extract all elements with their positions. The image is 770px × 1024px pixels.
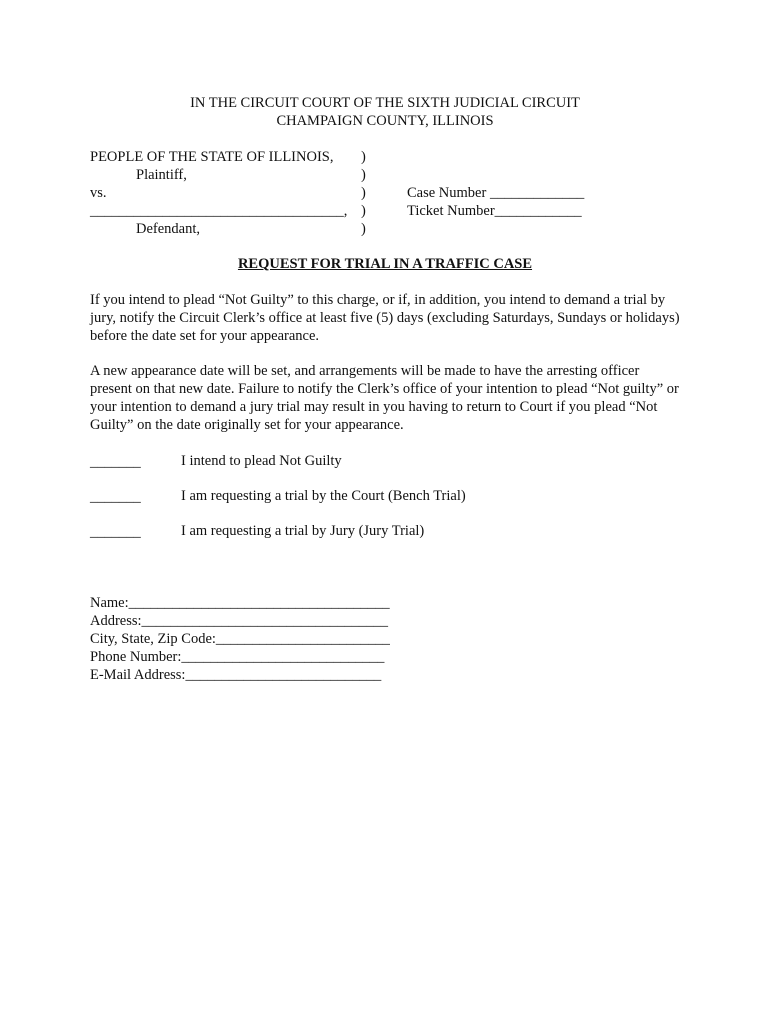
plaintiff-label: Plaintiff, bbox=[136, 167, 187, 183]
bench-trial-check-blank[interactable]: _______ bbox=[90, 489, 141, 505]
caption-paren: ) bbox=[361, 221, 366, 237]
jury-trial-option-label: I am requesting a trial by Jury (Jury Trial) bbox=[181, 523, 425, 539]
caption-paren: ) bbox=[361, 185, 366, 201]
caption-paren: ) bbox=[361, 167, 366, 183]
court-heading: IN THE CIRCUIT COURT OF THE SIXTH JUDICIAL CIRCUIT bbox=[190, 95, 580, 111]
instructions-paragraph: If you intend to plead “Not Guilty” to this charge, or if, in addition, you intend to demand a trial by jury, notify the Circuit Clerk’s office at least five (5) days (excluding Saturdays, Sundays or holidays) before the date set for your appearance. bbox=[90, 292, 680, 344]
email-address-field[interactable]: E-Mail Address:___________________________ bbox=[90, 667, 382, 683]
defendant-label: Defendant, bbox=[136, 221, 201, 237]
bench-trial-option-label: I am requesting a trial by the Court (Bench Trial) bbox=[181, 488, 466, 504]
ticket-number-field[interactable]: Ticket Number____________ bbox=[407, 203, 582, 219]
jury-trial-check-blank[interactable]: _______ bbox=[90, 524, 141, 540]
case-number-field[interactable]: Case Number _____________ bbox=[407, 185, 585, 201]
city-state-zip-field[interactable]: City, State, Zip Code:________________________ bbox=[90, 631, 390, 647]
document-title: REQUEST FOR TRIAL IN A TRAFFIC CASE bbox=[237, 256, 533, 272]
not-guilty-check-blank[interactable]: _______ bbox=[90, 454, 141, 470]
caption-paren: ) bbox=[361, 149, 366, 165]
phone-number-field[interactable]: Phone Number:____________________________ bbox=[90, 649, 385, 665]
plaintiff-name: PEOPLE OF THE STATE OF ILLINOIS, bbox=[90, 149, 334, 165]
defendant-name-field[interactable]: ___________________________________, bbox=[90, 203, 348, 219]
address-field[interactable]: Address:__________________________________ bbox=[90, 613, 389, 629]
not-guilty-option-label: I intend to plead Not Guilty bbox=[181, 453, 342, 469]
name-field[interactable]: Name:____________________________________ bbox=[90, 595, 390, 611]
consequences-paragraph: A new appearance date will be set, and arrangements will be made to have the arresting officer present on that new date. Failure to notify the Clerk’s office of your intention to plead “Not guilty” or your intention to demand a jury trial may result in you having to return to Court if you plead “Not Guilty” on the date originally set for your appearance. bbox=[90, 363, 679, 433]
county-heading: CHAMPAIGN COUNTY, ILLINOIS bbox=[276, 113, 494, 129]
caption-paren: ) bbox=[361, 203, 366, 219]
versus-label: vs. bbox=[90, 185, 107, 201]
